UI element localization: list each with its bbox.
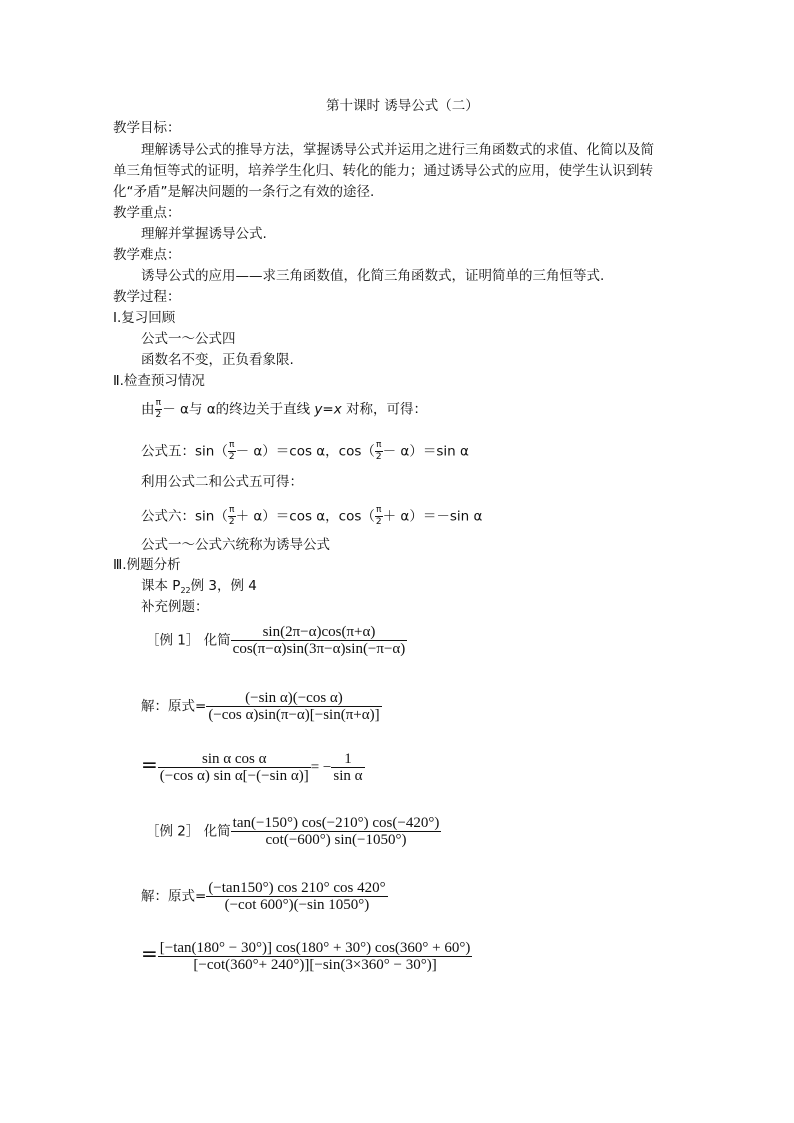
ex1-step — [141, 751, 365, 784]
ex1-num: sin(2π−α)cos(π+α) — [231, 624, 408, 641]
key-heading: 教学重点： — [113, 205, 181, 221]
ex1-sol-num: (−sin α)(−cos α) — [206, 690, 381, 707]
ex2-problem — [146, 815, 441, 848]
ex1-step-num: sin α cos α — [158, 751, 311, 768]
book-pre: 课本 P — [141, 578, 181, 594]
f5-frac-1-den: 2 — [228, 452, 235, 462]
ex1-fraction — [231, 624, 408, 657]
process-heading: 教学过程： — [113, 289, 181, 305]
ex1-den: cos(π−α)sin(3π−α)sin(−π−α) — [232, 641, 406, 657]
ex1-step-eq: = — [141, 752, 158, 777]
pi-over-2-den: 2 — [155, 410, 162, 420]
difficulty-heading: 教学难点： — [113, 247, 181, 263]
intro-mid: － α与 α的终边关于直线 — [162, 401, 315, 418]
book-sub: 22 — [180, 586, 191, 595]
f6-label: 公式六：sin（ — [141, 508, 228, 525]
f6-frac-2 — [375, 505, 383, 528]
f6-r2: ＋ α）＝－sin α — [382, 508, 483, 525]
ex2-den: cot(−600°) sin(−1050°) — [265, 832, 407, 848]
sec1-heading: Ⅰ.复习回顾 — [113, 310, 176, 326]
sec3-heading: Ⅲ.例题分析 — [113, 557, 181, 573]
ex1-sol-label: 解：原式= — [141, 698, 207, 715]
ex1-label: ［例 1］ 化简 — [146, 632, 231, 649]
f6-frac-2-num: π — [376, 505, 382, 515]
book-post: 例 3，例 4 — [190, 578, 257, 594]
intro-post: 对称，可得： — [341, 401, 428, 418]
ex1-step-fraction — [158, 751, 311, 784]
f5-label: 公式五：sin（ — [141, 443, 228, 460]
summary-line: 公式一～公式六统称为诱导公式 — [141, 537, 330, 553]
ex1-problem — [146, 624, 407, 657]
f5-frac-2-den: 2 — [375, 452, 382, 462]
ex2-sol-fraction — [206, 880, 387, 913]
page-title: 第十课时 诱导公式（二） — [326, 98, 479, 114]
ex1-step-den: (−cos α) sin α[−(−sin α)] — [159, 768, 309, 784]
intro-line — [141, 398, 427, 421]
ex2-step-den: [−cot(360°+ 240°)][−sin(3×360° − 30°)] — [193, 957, 437, 973]
f6-r1: ＋ α）＝cos α，cos（ — [235, 508, 375, 525]
ex1-res-eq: = − — [310, 759, 332, 776]
pi-over-2-num: π — [155, 398, 162, 408]
ex2-sol-label: 解：原式= — [141, 888, 207, 905]
goals-line-2: 单三角恒等式的证明，培养学生化归、转化的能力；通过诱导公式的应用，使学生认识到转 — [113, 163, 653, 179]
f5-frac-2-num: π — [376, 440, 382, 450]
f5-frac-1-num: π — [229, 440, 235, 450]
mid-line: 利用公式二和公式五可得： — [141, 474, 303, 490]
goals-heading: 教学目标： — [113, 120, 181, 136]
ex2-step-num: [−tan(180° − 30°)] cos(180° + 30°) cos(360° + 60°) — [159, 940, 471, 956]
ex2-sol-num: (−tan150°) cos 210° cos 420° — [208, 880, 386, 896]
f6-frac-1 — [228, 505, 236, 528]
supp-line: 补充例题： — [141, 599, 209, 615]
difficulty-text: 诱导公式的应用——求三角函数值，化简三角函数式，证明简单的三角恒等式. — [141, 268, 605, 284]
f6-frac-2-den: 2 — [375, 517, 382, 527]
intro-eq: = — [322, 401, 334, 418]
sec1-line-1: 公式一～公式四 — [141, 331, 236, 347]
f5-r2: － α）＝sin α — [382, 443, 469, 460]
ex2-step-eq: = — [141, 941, 158, 966]
f5-r1: － α）＝cos α，cos（ — [235, 443, 375, 460]
sec2-heading: Ⅱ.检查预习情况 — [113, 373, 205, 389]
f6-frac-1-den: 2 — [228, 517, 235, 527]
ex2-num: tan(−150°) cos(−210°) cos(−420°) — [232, 815, 440, 831]
ex2-solution — [141, 880, 388, 913]
ex2-sol-den: (−cot 600°)(−sin 1050°) — [224, 897, 370, 913]
ex1-sol-fraction — [206, 690, 381, 723]
ex2-fraction — [231, 815, 442, 848]
f5-frac-2 — [375, 440, 383, 463]
sec1-line-2: 函数名不变，正负看象限. — [141, 352, 294, 368]
intro-pre: 由 — [141, 401, 155, 418]
ex2-step-fraction — [158, 940, 473, 973]
var-x: x — [333, 401, 342, 418]
ex1-res-num: 1 — [331, 751, 364, 768]
ex2-step — [141, 940, 472, 973]
f6-frac-1-num: π — [229, 505, 235, 515]
ex1-res-den: sin α — [333, 768, 363, 784]
ex1-res-fraction — [331, 751, 364, 784]
formula-five — [141, 440, 469, 463]
goals-line-3: 化“矛盾”是解决问题的一条行之有效的途径. — [113, 184, 375, 200]
f5-frac-1 — [228, 440, 236, 463]
book-line — [141, 578, 257, 599]
key-text: 理解并掌握诱导公式. — [141, 226, 267, 242]
ex1-solution — [141, 690, 382, 723]
formula-six — [141, 505, 482, 528]
ex2-label: ［例 2］ 化简 — [146, 823, 231, 840]
ex1-sol-den: (−cos α)sin(π−α)[−sin(π+α)] — [208, 707, 380, 723]
var-y: y — [314, 401, 323, 418]
goals-line-1: 理解诱导公式的推导方法，掌握诱导公式并运用之进行三角函数式的求值、化简以及简 — [141, 142, 654, 158]
